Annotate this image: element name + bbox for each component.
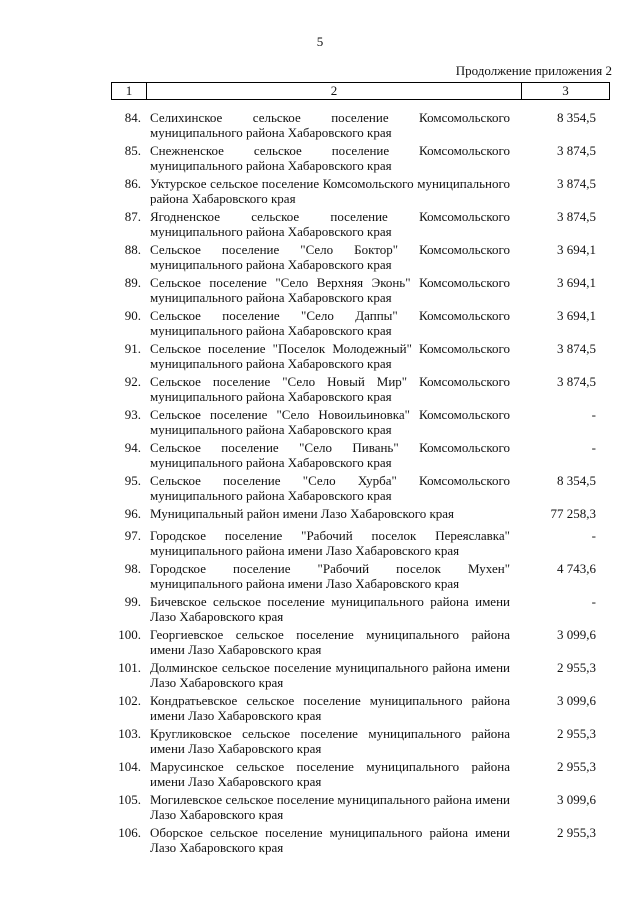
row-name: Городское поселение "Рабочий поселок Мухен" муниципального района имени Лазо Хабаровского края	[150, 561, 510, 591]
row-value: 3 099,6	[557, 792, 596, 807]
row-number: 88.	[124, 242, 141, 257]
row-value: 77 258,3	[550, 506, 596, 521]
row-name: Георгиевское сельское поселение муниципального района имени Лазо Хабаровского края	[150, 627, 510, 657]
row-value: 8 354,5	[557, 473, 596, 488]
row-number: 97.	[124, 528, 141, 543]
table-row	[111, 693, 610, 726]
header-col-2: 2	[147, 83, 522, 99]
row-name: Марусинское сельское поселение муниципального района имени Лазо Хабаровского края	[150, 759, 510, 789]
table-row	[111, 759, 610, 792]
row-value: -	[591, 528, 596, 543]
table-row	[111, 594, 610, 627]
table-row	[111, 440, 610, 473]
table-row	[111, 528, 610, 561]
row-name: Бичевское сельское поселение муниципального района имени Лазо Хабаровского края	[150, 594, 510, 624]
table-row	[111, 308, 610, 341]
page-number: 5	[316, 34, 324, 49]
row-value: 3 099,6	[557, 693, 596, 708]
table-row	[111, 506, 610, 528]
row-value: 3 099,6	[557, 627, 596, 642]
table-row	[111, 627, 610, 660]
table-row	[111, 374, 610, 407]
row-number: 89.	[124, 275, 141, 290]
row-name: Городское поселение "Рабочий поселок Переяславка" муниципального района имени Лазо Хабаровского края	[150, 528, 510, 558]
table-body	[111, 110, 610, 858]
row-name: Уктурское сельское поселение Комсомольского муниципального района Хабаровского края	[150, 176, 510, 206]
row-number: 85.	[124, 143, 141, 158]
table-row	[111, 726, 610, 759]
row-value: 8 354,5	[557, 110, 596, 125]
table-row	[111, 209, 610, 242]
row-name: Сельское поселение "Поселок Молодежный" Комсомольского муниципального района Хабаровского края	[150, 341, 510, 371]
row-number: 94.	[124, 440, 141, 455]
row-name: Сельское поселение "Село Пивань" Комсомольского муниципального района Хабаровского края	[150, 440, 510, 470]
row-number: 86.	[124, 176, 141, 191]
row-number: 105.	[118, 792, 141, 807]
row-name: Ягодненское сельское поселение Комсомольского муниципального района Хабаровского края	[150, 209, 510, 239]
row-name: Долминское сельское поселение муниципального района имени Лазо Хабаровского края	[150, 660, 510, 690]
row-number: 91.	[124, 341, 141, 356]
table-row	[111, 341, 610, 374]
row-value: 3 874,5	[557, 143, 596, 158]
header-col-1: 1	[112, 83, 147, 99]
row-value: 2 955,3	[557, 660, 596, 675]
row-name: Сельское поселение "Село Хурба" Комсомольского муниципального района Хабаровского края	[150, 473, 510, 503]
row-number: 95.	[124, 473, 141, 488]
table-row	[111, 275, 610, 308]
row-value: 3 874,5	[557, 374, 596, 389]
row-value: -	[591, 594, 596, 609]
row-value: 3 874,5	[557, 341, 596, 356]
row-value: -	[591, 440, 596, 455]
table-row	[111, 792, 610, 825]
row-number: 102.	[118, 693, 141, 708]
table-row	[111, 110, 610, 143]
row-value: -	[591, 407, 596, 422]
row-name: Муниципальный район имени Лазо Хабаровского края	[150, 506, 455, 521]
table-row	[111, 407, 610, 440]
row-number: 90.	[124, 308, 141, 323]
row-name: Оборское сельское поселение муниципального района имени Лазо Хабаровского края	[150, 825, 510, 855]
row-value: 4 743,6	[557, 561, 596, 576]
row-value: 3 874,5	[557, 209, 596, 224]
row-name: Могилевское сельское поселение муниципального района имени Лазо Хабаровского края	[150, 792, 510, 822]
row-name: Кругликовское сельское поселение муниципального района имени Лазо Хабаровского края	[150, 726, 510, 756]
row-number: 92.	[124, 374, 141, 389]
table-header	[111, 82, 610, 100]
row-number: 99.	[124, 594, 141, 609]
row-name: Снежненское сельское поселение Комсомольского муниципального района Хабаровского края	[150, 143, 510, 173]
row-value: 3 874,5	[557, 176, 596, 191]
table-row	[111, 143, 610, 176]
row-value: 3 694,1	[557, 308, 596, 323]
row-name: Сельское поселение "Село Новый Мир" Комсомольского муниципального района Хабаровского края	[150, 374, 510, 404]
row-name: Сельское поселение "Село Верхняя Эконь" Комсомольского муниципального района Хабаровского края	[150, 275, 510, 305]
header-col-3: 3	[562, 83, 569, 98]
row-value: 2 955,3	[557, 825, 596, 840]
row-number: 84.	[124, 110, 141, 125]
row-number: 93.	[124, 407, 141, 422]
row-number: 87.	[124, 209, 141, 224]
row-number: 101.	[118, 660, 141, 675]
row-name: Селихинское сельское поселение Комсомольского муниципального района Хабаровского края	[150, 110, 510, 140]
row-value: 2 955,3	[557, 759, 596, 774]
table-row	[111, 242, 610, 275]
table-row	[111, 176, 610, 209]
row-value: 3 694,1	[557, 242, 596, 257]
row-value: 2 955,3	[557, 726, 596, 741]
table-row	[111, 473, 610, 506]
row-value: 3 694,1	[557, 275, 596, 290]
row-number: 103.	[118, 726, 141, 741]
table-row	[111, 825, 610, 858]
table-row	[111, 660, 610, 693]
row-number: 106.	[118, 825, 141, 840]
row-name: Сельское поселение "Село Новоильиновка" Комсомольского муниципального района Хабаровского края	[150, 407, 510, 437]
row-name: Сельское поселение "Село Боктор" Комсомольского муниципального района Хабаровского края	[150, 242, 510, 272]
row-number: 98.	[124, 561, 141, 576]
row-number: 104.	[118, 759, 141, 774]
continuation-label: Продолжение приложения 2	[455, 63, 612, 78]
row-number: 96.	[124, 506, 141, 521]
row-number: 100.	[118, 627, 141, 642]
row-name: Кондратьевское сельское поселение муниципального района имени Лазо Хабаровского края	[150, 693, 510, 723]
table-row	[111, 561, 610, 594]
row-name: Сельское поселение "Село Даппы" Комсомольского муниципального района Хабаровского края	[150, 308, 510, 338]
